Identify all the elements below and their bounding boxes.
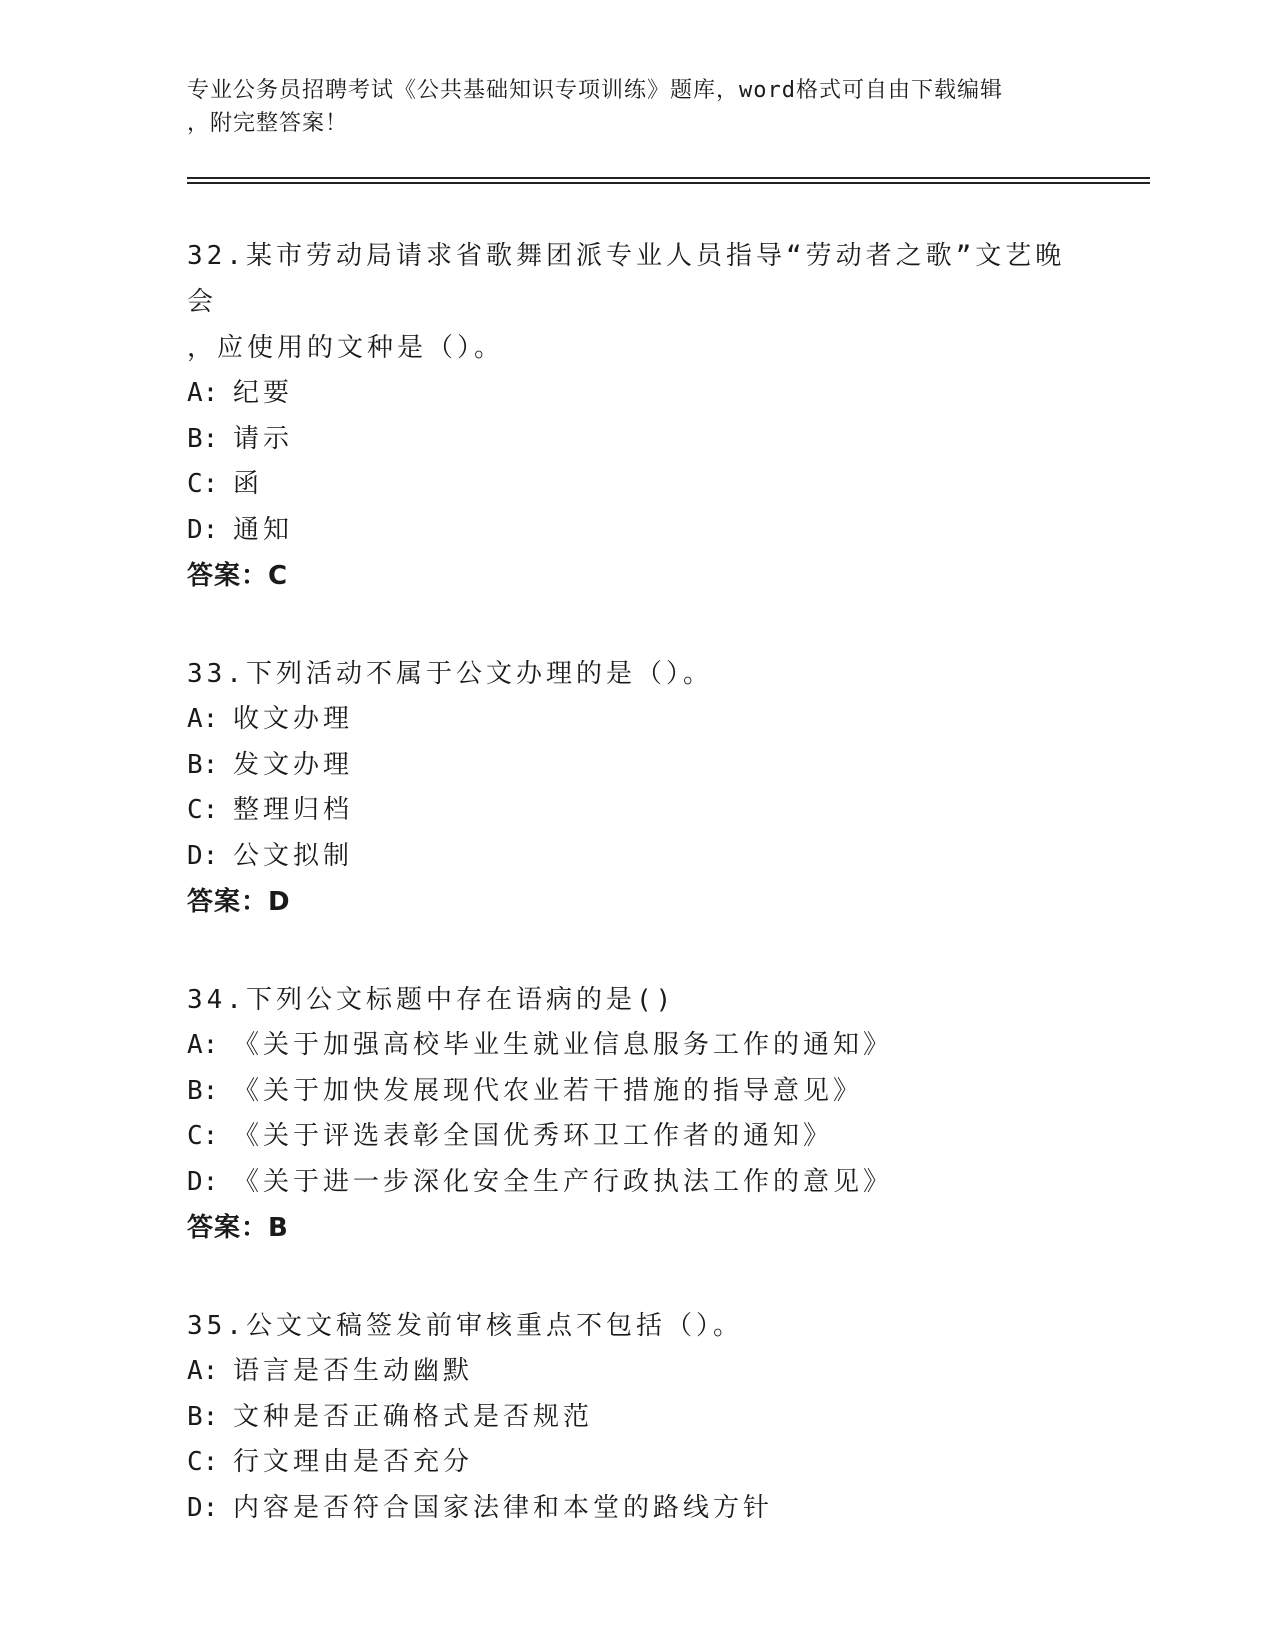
header-divider-top [187,177,1150,179]
option-letter: D: [187,1166,219,1197]
option-c [187,1440,1087,1486]
question-stem [187,233,1087,371]
option-letter: C: [187,795,219,825]
option-text: 《关于加快发展现代农业若干措施的指导意见》 [233,1075,864,1106]
option-letter: D: [187,840,219,871]
option-text: 整理归档 [233,795,354,825]
question-32 [187,233,1087,599]
question-stem [187,977,1087,1023]
header-divider-bottom [187,182,1150,184]
header-line-1: 专业公务员招聘考试《公共基础知识专项训练》题库，word格式可自由下载编辑 [187,78,1003,103]
question-stem-line: 35.公文文稿签发前审核重点不包括（）。 [187,1311,743,1341]
option-text: 《关于进一步深化安全生产行政执法工作的意见》 [233,1166,894,1197]
option-c [187,462,1087,508]
option-text: 请示 [233,423,294,454]
option-letter: C: [187,469,219,499]
question-34 [187,977,1087,1251]
question-stem-line: ，应使用的文种是（）。 [187,333,505,363]
question-stem-line: 34.下列公文标题中存在语病的是() [187,985,676,1015]
option-letter: B: [187,423,219,454]
option-a [187,371,1087,417]
option-letter: C: [187,1121,219,1151]
option-letter: A: [187,378,219,408]
option-text: 通知 [233,514,294,545]
question-stem [187,1303,1087,1349]
option-letter: B: [187,1401,219,1432]
option-d [187,508,1087,554]
option-letter: D: [187,514,219,545]
option-text: 行文理由是否充分 [233,1447,474,1477]
question-stem [187,651,1087,697]
option-letter: D: [187,1492,219,1523]
option-text: 语言是否生动幽默 [233,1356,474,1386]
answer-key: 答案：D [187,887,291,917]
option-letter: B: [187,1075,219,1106]
option-b [187,743,1087,789]
option-text: 《关于加强高校毕业生就业信息服务工作的通知》 [233,1030,894,1060]
question-stem-line: 32.某市劳动局请求省歌舞团派专业人员指导“劳动者之歌”文艺晚会 [187,241,1066,317]
option-text: 收文办理 [233,704,354,734]
option-text: 函 [233,469,264,499]
option-d [187,1486,1087,1532]
option-text: 文种是否正确格式是否规范 [233,1401,594,1432]
answer-key: 答案：C [187,561,289,591]
option-c [187,1114,1087,1160]
option-letter: A: [187,1356,219,1386]
option-c [187,788,1087,834]
option-b [187,417,1087,463]
option-letter: A: [187,1030,219,1060]
header-line-2: ，附完整答案！ [187,111,349,136]
option-text: 纪要 [233,378,294,408]
option-letter: B: [187,749,219,780]
option-d [187,834,1087,880]
question-35 [187,1303,1087,1531]
question-33 [187,651,1087,925]
option-b [187,1069,1087,1115]
question-stem-line: 33.下列活动不属于公文办理的是（）。 [187,659,713,689]
option-a [187,1349,1087,1395]
option-text: 内容是否符合国家法律和本堂的路线方针 [233,1492,774,1523]
question-list [187,233,1087,1583]
option-letter: A: [187,704,219,734]
document-header [187,74,1067,140]
option-letter: C: [187,1447,219,1477]
option-a [187,697,1087,743]
option-d [187,1160,1087,1206]
option-b [187,1395,1087,1441]
option-text: 发文办理 [233,749,354,780]
option-a [187,1023,1087,1069]
answer-key: 答案：B [187,1213,289,1243]
option-text: 《关于评选表彰全国优秀环卫工作者的通知》 [233,1121,834,1151]
option-text: 公文拟制 [233,840,354,871]
